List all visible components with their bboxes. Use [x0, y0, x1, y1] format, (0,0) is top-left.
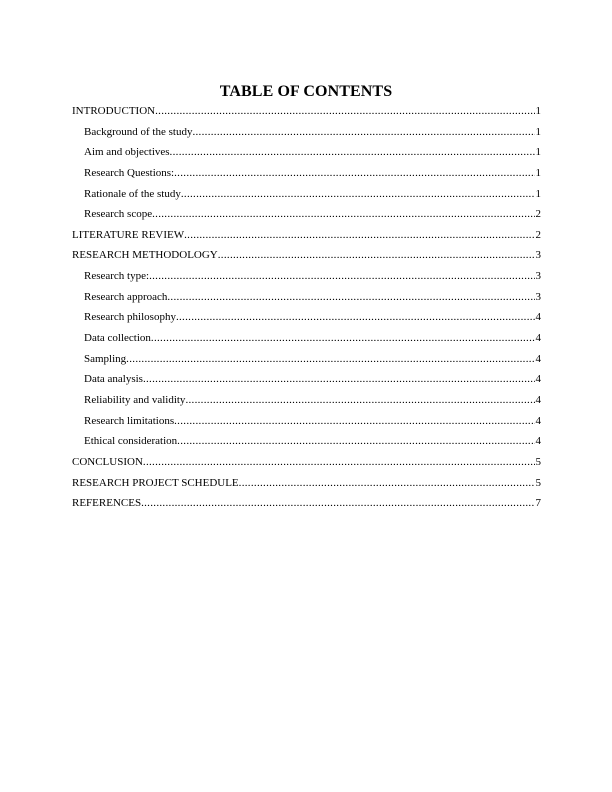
toc-entry-label: Research approach — [84, 290, 168, 303]
toc-entry-label: Reliability and validity — [84, 393, 186, 406]
toc-page-number: 1 — [535, 187, 541, 200]
toc-dot-leader — [126, 349, 534, 370]
toc-page-number: 1 — [535, 146, 541, 159]
toc-entry-background-of-the-study[interactable] — [72, 122, 541, 143]
toc-dot-leader — [239, 473, 535, 494]
toc-entry-data-analysis[interactable] — [72, 369, 541, 390]
toc-dot-leader — [181, 184, 535, 205]
toc-entry-label: RESEARCH PROJECT SCHEDULE — [72, 476, 239, 489]
toc-dot-leader — [152, 204, 534, 225]
toc-entry-ethical-consideration[interactable] — [72, 431, 541, 452]
toc-page-number: 4 — [535, 311, 541, 324]
toc-entry-label: Rationale of the study — [84, 187, 181, 200]
toc-page-number: 2 — [535, 208, 541, 221]
toc-dot-leader — [174, 163, 534, 184]
toc-entry-label: Research limitations — [84, 414, 175, 427]
toc-entry-research-methodology[interactable] — [72, 245, 541, 266]
toc-entry-label: Research Questions: — [84, 166, 175, 179]
toc-page-number: 4 — [535, 435, 541, 448]
toc-entry-research-scope[interactable] — [72, 204, 541, 225]
toc-entry-label: INTRODUCTION — [72, 105, 156, 117]
toc-page-number: 3 — [535, 290, 541, 303]
toc-dot-leader — [143, 452, 535, 473]
toc-page-number: 7 — [535, 497, 541, 510]
toc-entry-label: Sampling — [84, 352, 127, 365]
toc-page-number: 1 — [535, 125, 541, 138]
toc-entry-literature-review[interactable] — [72, 225, 541, 246]
toc-entry-label: Research scope — [84, 208, 153, 221]
toc-entry-label: Aim and objectives — [84, 146, 170, 159]
toc-page-number: 4 — [535, 373, 541, 386]
toc-entry-research-project-schedule[interactable] — [72, 473, 541, 494]
toc-dot-leader — [149, 266, 534, 287]
toc-entry-sampling[interactable] — [72, 349, 541, 370]
toc-page-number: 2 — [535, 228, 541, 241]
toc-entry-research-philosophy[interactable] — [72, 307, 541, 328]
toc-entry-reliability-and-validity[interactable] — [72, 390, 541, 411]
toc-entry-label: Research philosophy — [84, 311, 176, 324]
toc-page-number: 4 — [535, 332, 541, 345]
toc-page-number: 3 — [535, 270, 541, 283]
toc-entry-label: Ethical consideration — [84, 435, 178, 448]
toc-page-number: 4 — [535, 414, 541, 427]
toc-entry-data-collection[interactable] — [72, 328, 541, 349]
toc-dot-leader — [184, 225, 534, 246]
toc-entry-label: CONCLUSION — [72, 455, 143, 468]
toc-dot-leader — [141, 493, 534, 514]
toc-page-number: 1 — [535, 166, 541, 179]
toc-page-number: 3 — [535, 249, 541, 262]
toc-entry-label: Background of the study — [84, 125, 193, 138]
toc-entry-research-limitations[interactable] — [72, 411, 541, 432]
toc-entry-introduction[interactable] — [72, 101, 541, 122]
toc-entry-label: Data collection — [84, 332, 151, 345]
toc-entry-label: REFERENCES — [72, 497, 142, 510]
toc-entry-research-type[interactable] — [72, 266, 541, 287]
toc-entry-label: Data analysis — [84, 373, 143, 386]
toc-entry-conclusion[interactable] — [72, 452, 541, 473]
toc-dot-leader — [177, 431, 534, 452]
toc-entry-research-questions[interactable] — [72, 163, 541, 184]
toc-entry-label: Research type: — [84, 270, 150, 283]
toc-title: TABLE OF CONTENTS — [219, 83, 393, 100]
toc-page-number: 1 — [535, 105, 541, 117]
toc-dot-leader — [185, 390, 534, 411]
toc-entry-references[interactable] — [72, 493, 541, 514]
toc-dot-leader — [218, 245, 535, 266]
toc-dot-leader — [170, 142, 535, 163]
toc-page-number: 5 — [535, 455, 541, 468]
toc-list — [72, 101, 541, 514]
toc-entry-aim-and-objectives[interactable] — [72, 142, 541, 163]
toc-page-number: 5 — [535, 476, 541, 489]
toc-entry-label: LITERATURE REVIEW — [72, 228, 185, 241]
toc-entry-research-approach[interactable] — [72, 287, 541, 308]
toc-dot-leader — [192, 122, 534, 143]
toc-entry-rationale-of-the-study[interactable] — [72, 184, 541, 205]
toc-dot-leader — [151, 328, 535, 349]
toc-page-number: 4 — [535, 352, 541, 365]
toc-dot-leader — [174, 411, 534, 432]
toc-dot-leader — [167, 287, 534, 308]
toc-dot-leader — [176, 307, 535, 328]
toc-page-number: 4 — [535, 393, 541, 406]
toc-entry-label: RESEARCH METHODOLOGY — [72, 249, 218, 262]
toc-dot-leader — [155, 101, 534, 122]
toc-dot-leader — [143, 369, 535, 390]
